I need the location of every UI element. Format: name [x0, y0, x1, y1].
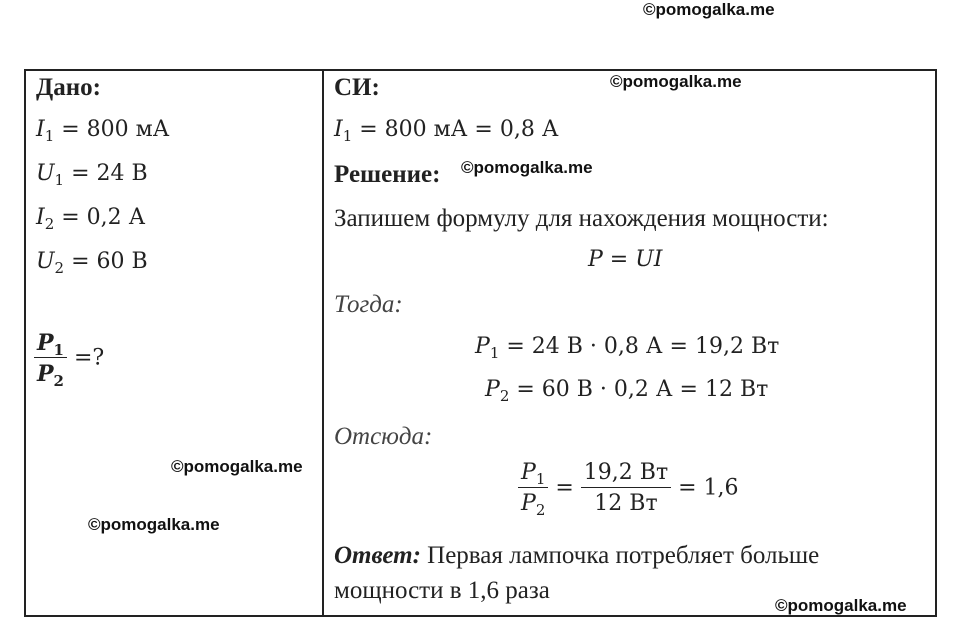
question-fraction [34, 330, 67, 390]
given-var: U [36, 161, 55, 186]
p2-equation [485, 377, 769, 405]
p2-sub: 2 [499, 387, 510, 405]
p1-var: P [475, 334, 490, 359]
given-sub: 1 [54, 171, 65, 189]
given-header: Дано: [36, 74, 101, 101]
answer-line-2: мощности в 1,6 раза [334, 577, 550, 604]
ratio-den-var: P [521, 491, 536, 516]
given-row-u2 [36, 249, 148, 277]
question-den-sub: 2 [53, 372, 64, 390]
ratio-den-value: 12 Вт [594, 491, 658, 516]
si-sub: 1 [342, 127, 353, 145]
given-var: I [36, 205, 45, 230]
given-sub: 2 [54, 259, 65, 277]
p2-var: P [485, 377, 500, 402]
watermark-si: ©pomogalka.me [610, 72, 742, 91]
ratio-result: = 1,6 [678, 475, 739, 501]
watermark-bottom: ©pomogalka.me [775, 596, 907, 615]
answer-label: Ответ: [334, 542, 421, 569]
given-value: = 24 В [71, 161, 148, 186]
given-var: U [36, 249, 55, 274]
ratio-num-var: P [521, 460, 536, 485]
given-row-i2 [36, 205, 146, 233]
given-row-u1 [36, 161, 148, 189]
question-num-var: P [37, 330, 54, 356]
watermark-left-2: ©pomogalka.me [88, 515, 220, 534]
question-den-var: P [37, 361, 54, 387]
p2-value: = 60 В · 0,2 А = 12 Вт [516, 377, 769, 402]
si-var: I [334, 117, 343, 142]
given-value: = 60 В [71, 249, 148, 274]
p1-equation [475, 334, 780, 362]
given-value: = 800 мА [61, 117, 170, 142]
si-header: СИ: [334, 74, 380, 101]
p1-sub: 1 [489, 344, 500, 362]
formula: P = UI [588, 247, 663, 272]
ratio-den-sub: 2 [535, 501, 546, 519]
column-divider [322, 69, 324, 617]
answer-line-1 [334, 543, 819, 568]
question-num-sub: 1 [53, 341, 64, 359]
si-value: = 800 мА = 0,8 А [359, 117, 559, 142]
then-label: Тогда: [334, 291, 403, 318]
question-suffix: =? [73, 345, 105, 371]
ratio-fraction-values [581, 462, 671, 515]
given-value: = 0,2 А [61, 205, 146, 230]
watermark-top: ©pomogalka.me [643, 0, 775, 19]
ratio-equation [518, 460, 739, 519]
watermark-solution: ©pomogalka.me [461, 158, 593, 177]
given-var: I [36, 117, 45, 142]
solution-intro: Запишем формулу для нахождения мощности: [334, 205, 829, 232]
ratio-num-value: 19,2 Вт [581, 462, 671, 488]
ratio-fraction-symbols [518, 460, 548, 519]
given-question [34, 330, 105, 390]
si-row [334, 117, 559, 145]
p1-value: = 24 В · 0,8 А = 19,2 Вт [506, 334, 780, 359]
given-sub: 2 [44, 215, 55, 233]
hence-label: Отсюда: [334, 423, 433, 450]
ratio-num-sub: 1 [535, 470, 546, 488]
solution-header: Решение: [334, 161, 441, 188]
answer-text-1: Первая лампочка потребляет больше [420, 542, 820, 569]
ratio-equals: = [555, 475, 574, 501]
watermark-left-1: ©pomogalka.me [171, 457, 303, 476]
given-sub: 1 [44, 127, 55, 145]
given-row-i1 [36, 117, 170, 145]
